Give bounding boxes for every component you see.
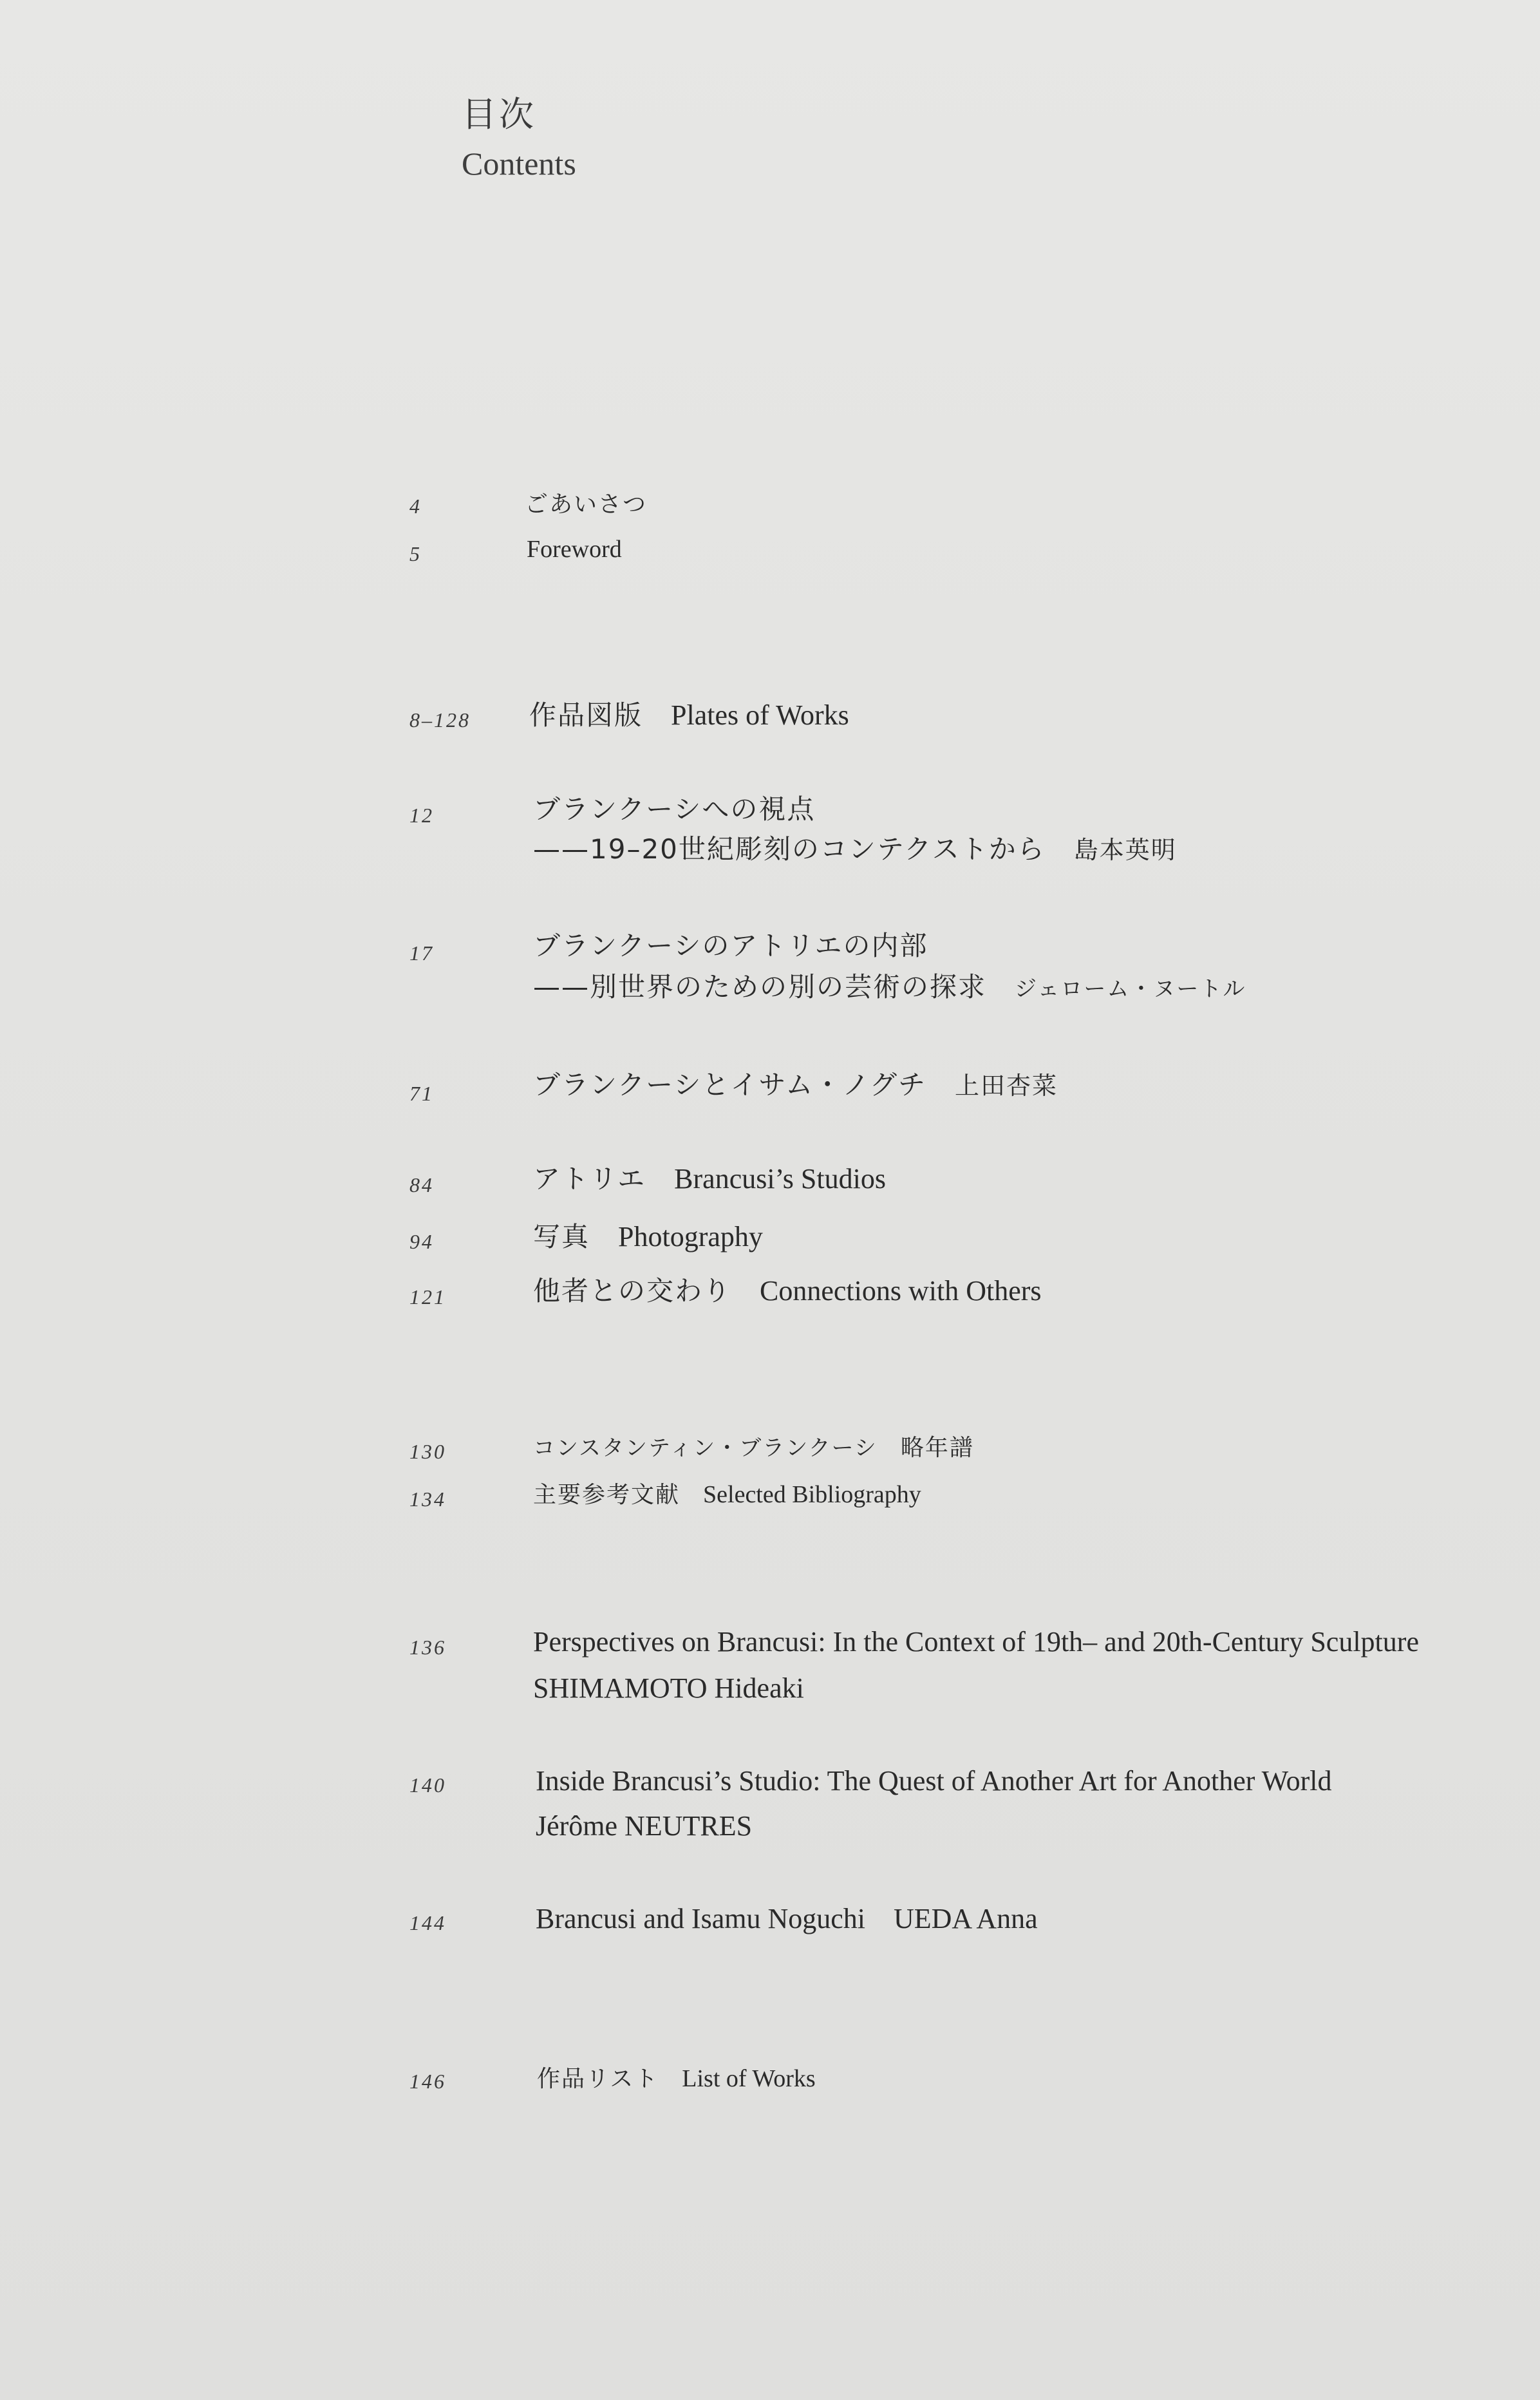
entry-title-japanese: 写真 [533,1221,590,1252]
page-title-english: Contents [462,146,576,182]
page-number: 146 [409,2070,446,2093]
entry-title-japanese: ブランクーシへの視点 [533,793,816,825]
entry-title-english: Plates of Works [671,699,849,731]
page-number: 84 [409,1173,434,1196]
entry-title-english: Inside Brancusi’s Studio: The Quest of Another Art for Another World [536,1765,1332,1797]
entry-author: UEDA Anna [894,1903,1038,1934]
page-number: 134 [409,1488,446,1511]
entry-author: Jérôme NEUTRES [536,1810,753,1842]
entry-title-japanese: ブランクーシのアトリエの内部 [533,930,928,961]
entry-title-english: Foreword [527,536,622,563]
entry-subtitle-japanese: ——別世界のための別の芸術の探求 [533,971,987,1003]
entry-title-japanese: ごあいさつ [525,491,648,518]
page-number: 5 [409,542,422,565]
page-number: 12 [409,804,434,827]
page-number: 130 [409,1440,446,1463]
entry-title-japanese: 作品図版 [529,699,643,731]
entry-title-japanese: コンスタンティン・ブランクーシ [533,1435,878,1461]
entry-title-japanese-secondary: 略年譜 [900,1435,974,1461]
page-number: 4 [409,495,422,518]
entry-title-english: List of Works [682,2065,816,2092]
entry-title-japanese: アトリエ [533,1163,646,1195]
page-number: 94 [409,1230,434,1253]
entry-author: ジェローム・ヌートル [1015,976,1246,1002]
page-number: 17 [409,941,434,965]
entry-title-english: Brancusi and Isamu Noguchi [536,1903,865,1934]
entry-subtitle-japanese: ——19–20世紀彫刻のコンテクストから [533,833,1046,865]
page-title-japanese: 目次 [462,94,536,135]
entry-author: 上田杏菜 [954,1072,1058,1100]
entry-title-english: Brancusi’s Studios [674,1163,886,1195]
entry-title-japanese: ブランクーシとイサム・ノグチ [533,1069,926,1101]
page-number: 8–128 [409,708,471,732]
entry-title-english: Selected Bibliography [703,1481,921,1508]
page-number: 140 [409,1773,446,1797]
entry-title-japanese: 他者との交わり [533,1275,732,1307]
entry-title-english: Photography [618,1221,763,1252]
page-number: 144 [409,1911,446,1934]
page-number: 121 [409,1285,446,1309]
entry-title-japanese: 主要参考文献 [533,1482,681,1508]
entry-author: SHIMAMOTO Hideaki [533,1672,804,1704]
page-number: 71 [409,1082,434,1105]
entry-title-english: Perspectives on Brancusi: In the Context of 19th– and 20th-Century Sculpture [533,1626,1419,1658]
page-number: 136 [409,1636,446,1659]
entry-title-japanese: 作品リスト [537,2066,659,2092]
entry-author: 島本英明 [1073,836,1177,864]
entry-title-english: Connections with Others [760,1275,1042,1307]
